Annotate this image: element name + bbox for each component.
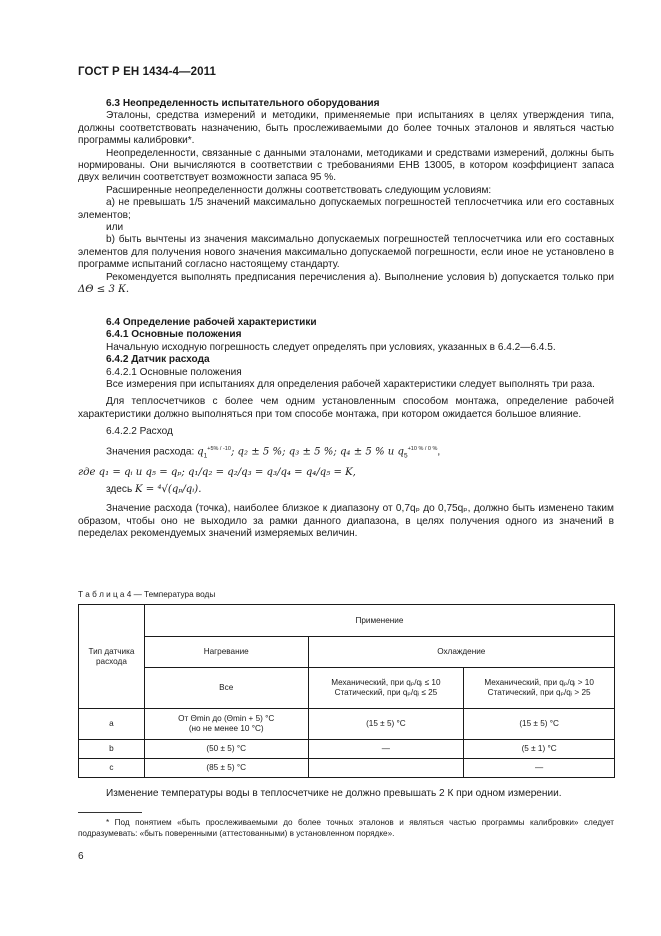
section-6-4 xyxy=(78,317,614,541)
paragraph: Расширенные неопределенности должны соответствовать следующим условиям: xyxy=(106,184,492,196)
col-header-cooling-high: Механический, при qₚ/qᵢ > 10 Статический, при qₚ/qᵢ > 25 xyxy=(464,668,615,709)
section-6-4-2-2-heading: 6.4.2.2 Расход xyxy=(106,426,173,438)
section-6-4-heading: 6.4 Определение рабочей характеристики xyxy=(106,317,317,328)
col-header-application: Применение xyxy=(144,605,614,637)
paragraph: Рекомендуется выполнять предписания перечисления а). Выполнение условия b) допускается только при ΔΘ ≤ 3 К. xyxy=(78,271,614,296)
list-or: или xyxy=(106,222,124,234)
water-temperature-table xyxy=(78,604,615,778)
flow-ratio-formula: где q₁ = qᵢ и q₅ = qₚ; q₁/q₂ = q₂/q₃ = q₃/q₄ = q₄/q₅ = K, xyxy=(78,467,356,479)
paragraph: Значение расхода (точка), наиболее близкое к диапазону от 0,7qₚ до 0,75qₚ, должно быть изменено таким образом, чтобы оно не выходило за рамки данного диапазона, в целях получения одного из значений в переделах рекомендуемых значений измеряемых величин. xyxy=(78,503,614,540)
k-formula-line: здесь K = ⁴√(qₚ/qᵢ). xyxy=(106,484,202,496)
paragraph: Эталоны, средства измерений и методики, применяемые при испытаниях в целях утверждения типа, должны соответствовать назначению, быть прослеживаемыми до более точных эталонов и являться частью программы калибровки*. xyxy=(78,110,614,147)
k-formula: K = ⁴√(qₚ/qᵢ). xyxy=(135,484,202,496)
temperature-note: Изменение температуры воды в теплосчетчике не должно превышать 2 К при одном измерении. xyxy=(106,788,562,799)
section-6-3-heading: 6.3 Неопределенность испытательного оборудования xyxy=(106,98,380,109)
footnote-divider xyxy=(78,812,142,813)
section-6-3 xyxy=(78,98,614,297)
page-number: 6 xyxy=(78,851,84,862)
col-header-cooling: Охлаждение xyxy=(308,637,614,668)
col-header-heating: Нагревание xyxy=(144,637,308,668)
col-header-sensor-type: Тип датчика расхода xyxy=(79,605,145,709)
list-item-b: b) быть вычтены из значения максимально допускаемых погрешностей теплосчетчика или его составных элементов для получения нового значения максимально допускаемой погрешности, если иное не установлено в программе испытаний согласно настоящему стандарту. xyxy=(78,234,614,271)
table-row: a От Θmin до (Θmin + 5) °С (но не менее 10 °С) (15 ± 5) °С (15 ± 5) °С xyxy=(79,709,615,740)
footnote: * Под понятием «быть прослеживаемыми до более точных эталонов и являться частью программы калибровки» следует подразумевать: «быть поверенными (аттестованными) в установленном порядке». xyxy=(78,818,614,838)
paragraph: Неопределенности, связанные с данными эталонами, методиками и средствами измерений, должны быть нормированы. Они вычисляются в соответствии с требованиями ЕНВ 13005, в котором коэффициент запаса двух величин соответствует возможности запаса 95 %. xyxy=(78,147,614,184)
table-caption: Т а б л и ц а 4 — Температура воды xyxy=(78,590,216,599)
paragraph: Начальную исходную погрешность следует определять при условиях, указанных в 6.4.2—6.4.5. xyxy=(106,341,556,353)
paragraph: Все измерения при испытаниях для определения рабочей характеристики следует выполнять три раза. xyxy=(106,379,595,391)
table-row: c (85 ± 5) °С — xyxy=(79,759,615,778)
section-6-4-2-1-heading: 6.4.2.1 Основные положения xyxy=(106,366,242,378)
paragraph: Для теплосчетчиков с более чем одним установленным способом монтажа, определение рабочей характеристики должно выполняться при том способе монтажа, при котором ожидается большое влияние. xyxy=(78,396,614,420)
delta-theta-condition: ΔΘ ≤ 3 К. xyxy=(78,284,130,296)
col-header-cooling-low: Механический, при qₚ/qᵢ ≤ 10 Статический, при qₚ/qᵢ ≤ 25 xyxy=(308,668,464,709)
section-6-4-2-heading: 6.4.2 Датчик расхода xyxy=(106,354,210,366)
col-header-all: Все xyxy=(144,668,308,709)
document-header: ГОСТ Р ЕН 1434-4—2011 xyxy=(78,66,216,78)
section-6-4-1-heading: 6.4.1 Основные положения xyxy=(106,329,242,341)
flow-values-line: Значения расхода: $q_1^{+5\% / -10}$; q₂ ± 5 %; q₃ ± 5 %; q₄ ± 5 % и $q_5^{+10 \% / 0 \%}$, xyxy=(106,445,441,460)
table-row: b (50 ± 5) °С — (5 ± 1) °С xyxy=(79,740,615,759)
list-item-a: а) не превышать 1/5 значений максимально допускаемых погрешностей теплосчетчика или его составных элементов; xyxy=(78,197,614,221)
